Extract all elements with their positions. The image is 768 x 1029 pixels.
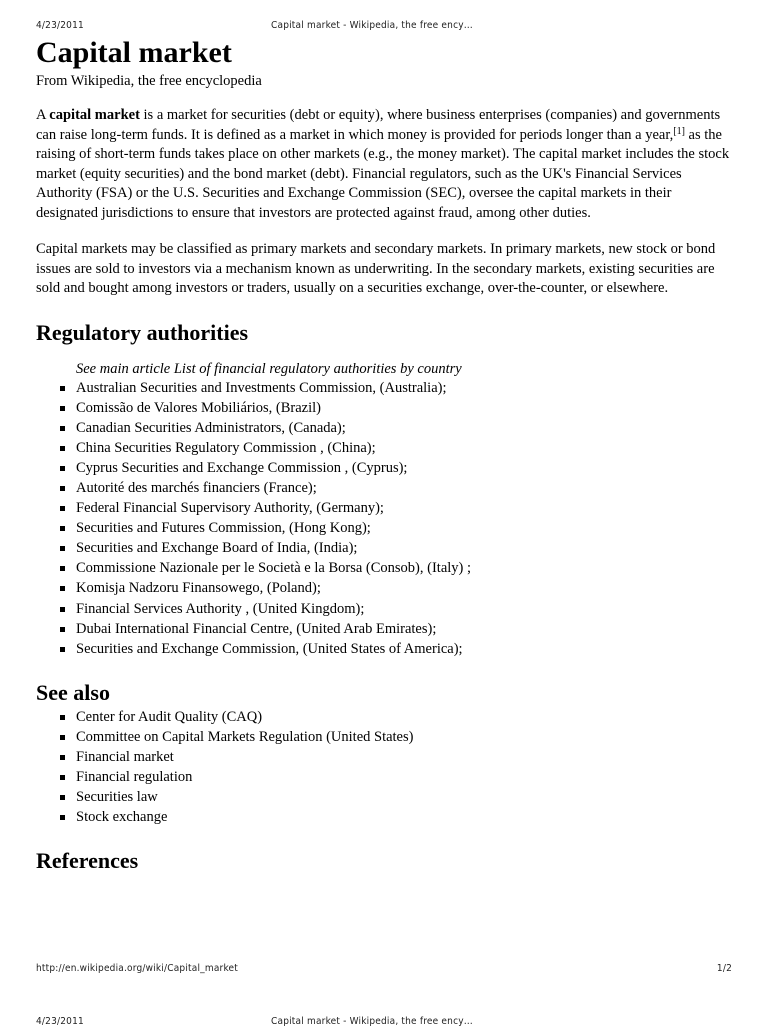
list-item[interactable]: Stock exchange	[76, 807, 736, 827]
page-url: http://en.wikipedia.org/wiki/Capital_market	[36, 963, 238, 974]
classification-paragraph: Capital markets may be classified as primary markets and secondary markets. In primary markets, new stock or bond issues are sold to investors via a mechanism known as underwriting. In the secondary markets, existing securities are sold and bought among investors or traders, usually on a securities exchange, over-the-counter, or elsewhere.	[36, 241, 716, 296]
list-item[interactable]: Financial Services Authority , (United Kingdom);	[76, 599, 736, 619]
article-subtitle: From Wikipedia, the free encyclopedia	[36, 73, 262, 89]
main-article-note[interactable]: See main article List of financial regulatory authorities by country	[76, 360, 462, 377]
intro-rest: as the raising of short-term funds takes place on other markets (e.g., the money market). The capital market includes the stock market (equity securities) and the bond market (debt). Financial regulators, such as the UK's Financial Services Authority (FSA) or the U.S. Securities and Exchange Commission (SEC), oversee the capital markets in their designated jurisdictions to ensure that investors are protected against fraud, among other duties.	[36, 126, 730, 221]
print-page-title-page2: Capital market - Wikipedia, the free ency…	[271, 1016, 473, 1027]
list-item[interactable]: China Securities Regulatory Commission , (China);	[76, 438, 736, 458]
footnote-link[interactable]: [1]	[673, 125, 685, 137]
list-item[interactable]: Autorité des marchés financiers (France);	[76, 478, 736, 498]
list-item[interactable]: Australian Securities and Investments Commission, (Australia);	[76, 378, 736, 398]
list-item[interactable]: Comissão de Valores Mobiliários, (Brazil)	[76, 398, 736, 418]
list-item[interactable]: Securities and Exchange Commission, (United States of America);	[76, 639, 736, 659]
list-item[interactable]: Dubai International Financial Centre, (United Arab Emirates);	[76, 619, 736, 639]
intro-paragraph	[36, 106, 736, 223]
print-date-page2: 4/23/2011	[36, 1016, 84, 1027]
print-date: 4/23/2011	[36, 20, 84, 31]
list-item[interactable]: Financial regulation	[76, 767, 736, 787]
article-title: Capital market	[36, 36, 232, 69]
list-item[interactable]: Securities and Futures Commission, (Hong Kong);	[76, 518, 736, 538]
list-item[interactable]: Canadian Securities Administrators, (Canada);	[76, 418, 736, 438]
page2-header	[36, 1015, 732, 1029]
list-item[interactable]: Center for Audit Quality (CAQ)	[76, 707, 736, 727]
list-item[interactable]: Cyprus Securities and Exchange Commission , (Cyprus);	[76, 458, 736, 478]
list-item[interactable]: Securities law	[76, 787, 736, 807]
section-heading-see-also: See also	[36, 679, 110, 705]
list-item[interactable]: Financial market	[76, 747, 736, 767]
print-page-title: Capital market - Wikipedia, the free ency…	[271, 20, 473, 31]
article-content	[36, 34, 736, 875]
list-item[interactable]: Federal Financial Supervisory Authority, (Germany);	[76, 498, 736, 518]
section-heading-regulatory: Regulatory authorities	[36, 319, 249, 345]
regulatory-list	[36, 378, 736, 659]
intro-lead-post: is a market for securities (debt or equity), where business enterprises (companies) and governments can raise long-term funds. It is defined as a market in which money is provided for periods longer than a year,	[36, 107, 721, 143]
intro-lead-bold: capital market	[49, 107, 140, 123]
intro-lead-pre: A	[36, 107, 50, 123]
page-number: 1/2	[716, 963, 732, 974]
section-heading-references: References	[36, 848, 139, 874]
list-item[interactable]: Securities and Exchange Board of India, (India);	[76, 538, 736, 558]
see-also-list	[36, 707, 736, 828]
list-item[interactable]: Committee on Capital Markets Regulation (United States)	[76, 727, 736, 747]
list-item[interactable]: Commissione Nazionale per le Società e la Borsa (Consob), (Italy) ;	[76, 558, 736, 578]
page-footer	[36, 962, 732, 976]
page-header	[36, 19, 732, 33]
list-item[interactable]: Komisja Nadzoru Finansowego, (Poland);	[76, 578, 736, 598]
